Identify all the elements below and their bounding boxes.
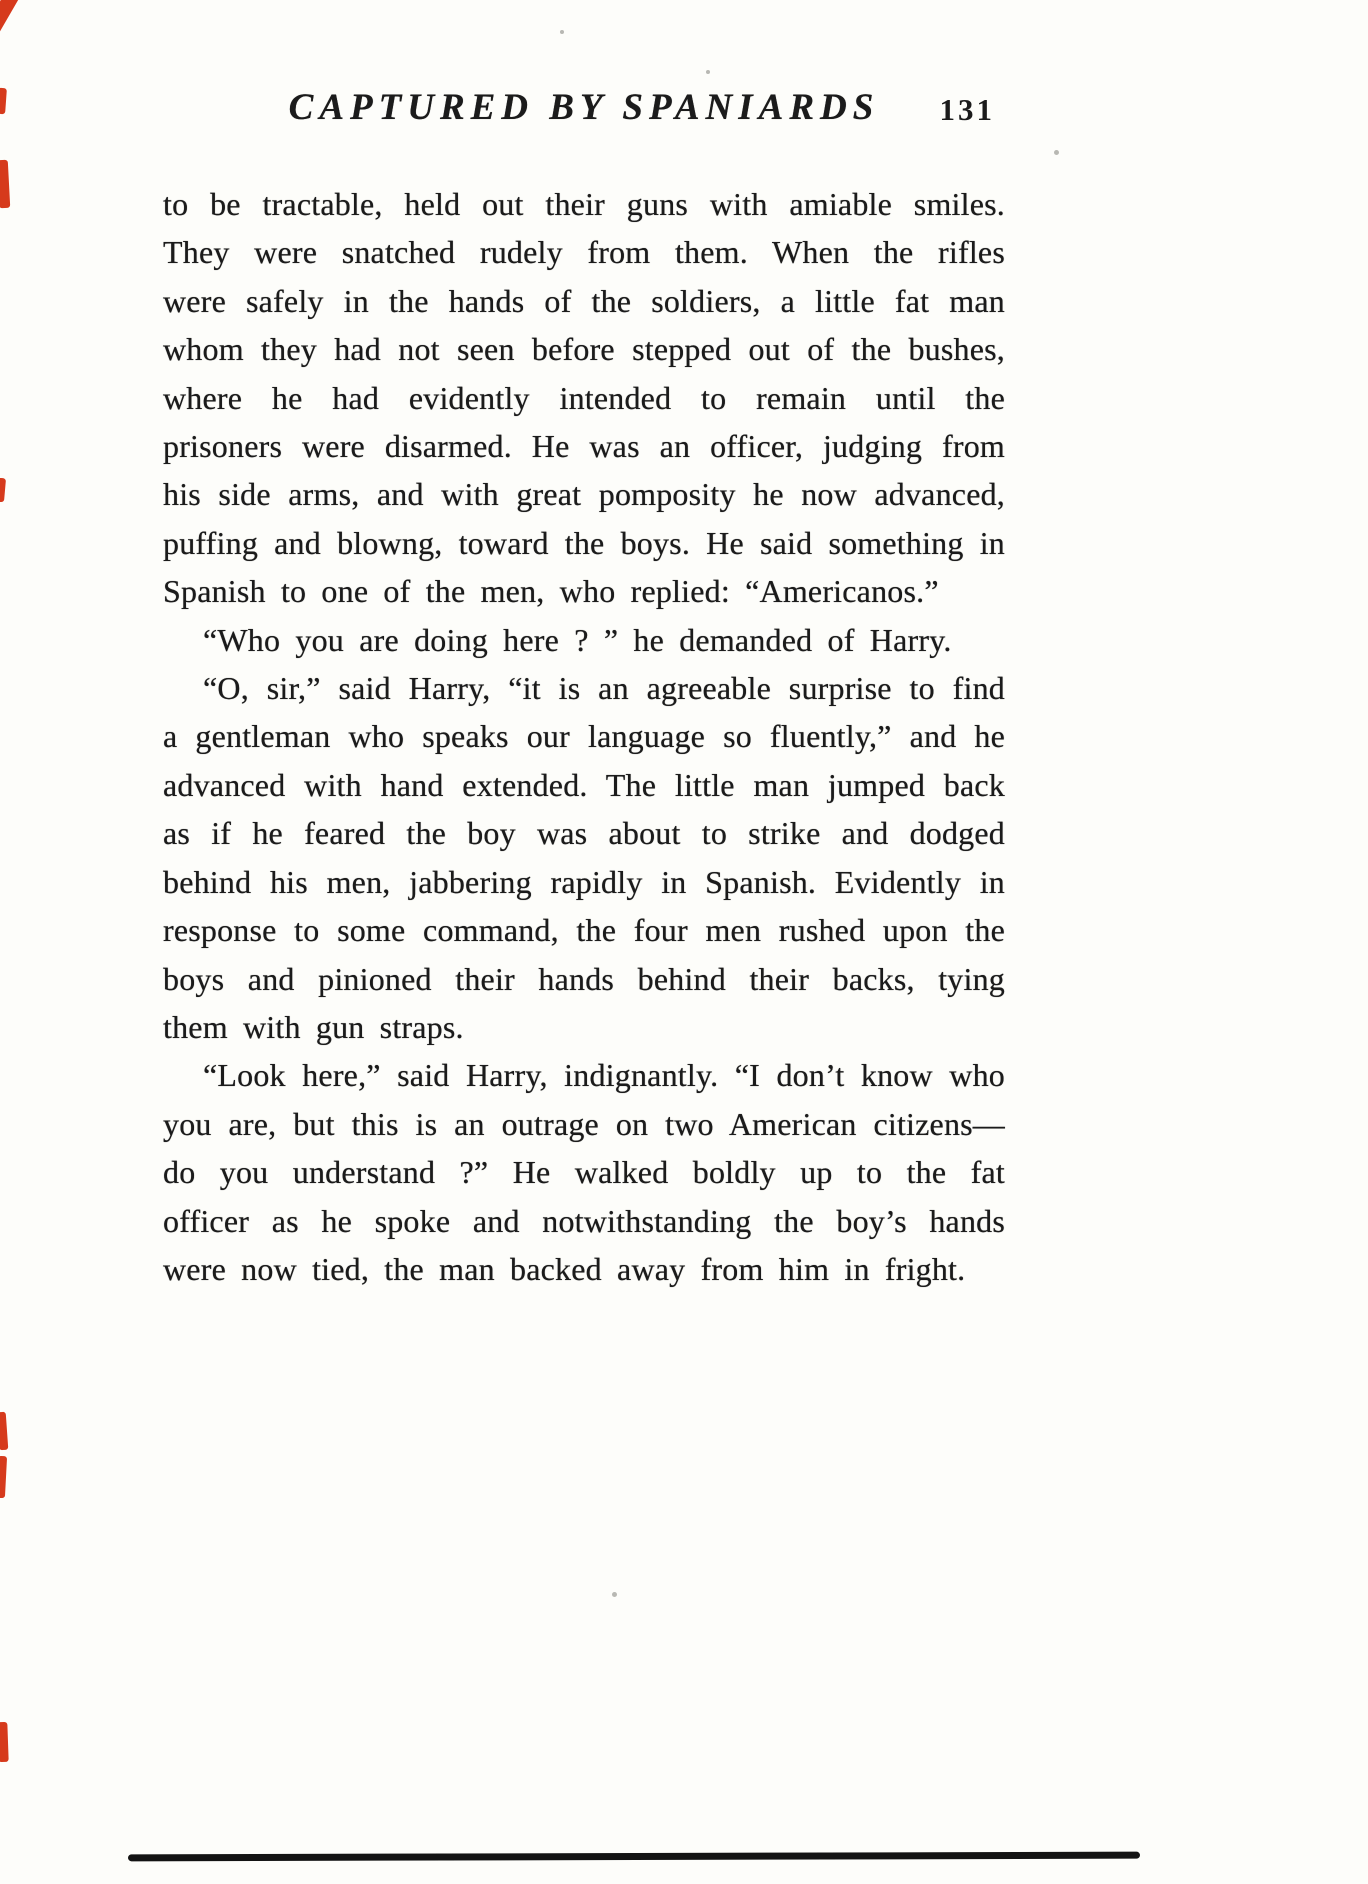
bottom-scan-line (128, 1852, 1140, 1862)
red-scan-mark (0, 1412, 8, 1451)
red-scan-mark (0, 1456, 7, 1498)
running-title: CAPTURED BY SPANIARDS (288, 87, 880, 128)
red-scan-mark (0, 88, 7, 115)
paragraph-2: “Who you are doing here ? ” he demanded of Harry. (203, 621, 952, 658)
page-body (163, 180, 1005, 1293)
scan-speck (560, 30, 564, 34)
paragraph-3: “O, sir,” said Harry, “it is an agreeable surprise to find a gentleman who speaks our language so fluently,” and he advanced with hand extended. The little man jumped back as if he feared the boy was about to strike and dodged behind his men, jabbering rapidly in Spanish. Evidently in response to some command, the four men rushed upon the boys and pinioned their hands behind their backs, tying them with gun straps. (163, 670, 1005, 1045)
red-scan-mark (0, 160, 10, 209)
scan-speck (612, 1592, 617, 1597)
red-scan-mark (0, 478, 6, 503)
page-header (163, 86, 1005, 142)
scan-speck (1054, 150, 1059, 155)
red-scan-mark (0, 1722, 9, 1762)
paragraph-4: “Look here,” said Harry, indignantly. “I don’t know who you are, but this is an outrage on two American citizens—do you understand ?” He walked boldly up to the fat officer as he spoke and notwithstanding the boy’s hands were now tied, the man backed away from him in fright. (163, 1057, 1005, 1287)
scan-speck (706, 70, 710, 74)
paragraph-1: to be tractable, held out their guns with amiable smiles. They were snatched rudely from them. When the rifles were safely in the hands of the soldiers, a little fat man whom they had not seen before stepped out of the bushes, where he had evidently intended to remain until the prisoners were disarmed. He was an officer, judging from his side arms, and with great pomposity he now advanced, puffing and blowng, toward the boys. He said something in Spanish to one of the men, who replied: “Americanos.” (163, 186, 1005, 610)
red-scan-mark-corner (0, 0, 19, 48)
page-number: 131 (939, 92, 995, 127)
